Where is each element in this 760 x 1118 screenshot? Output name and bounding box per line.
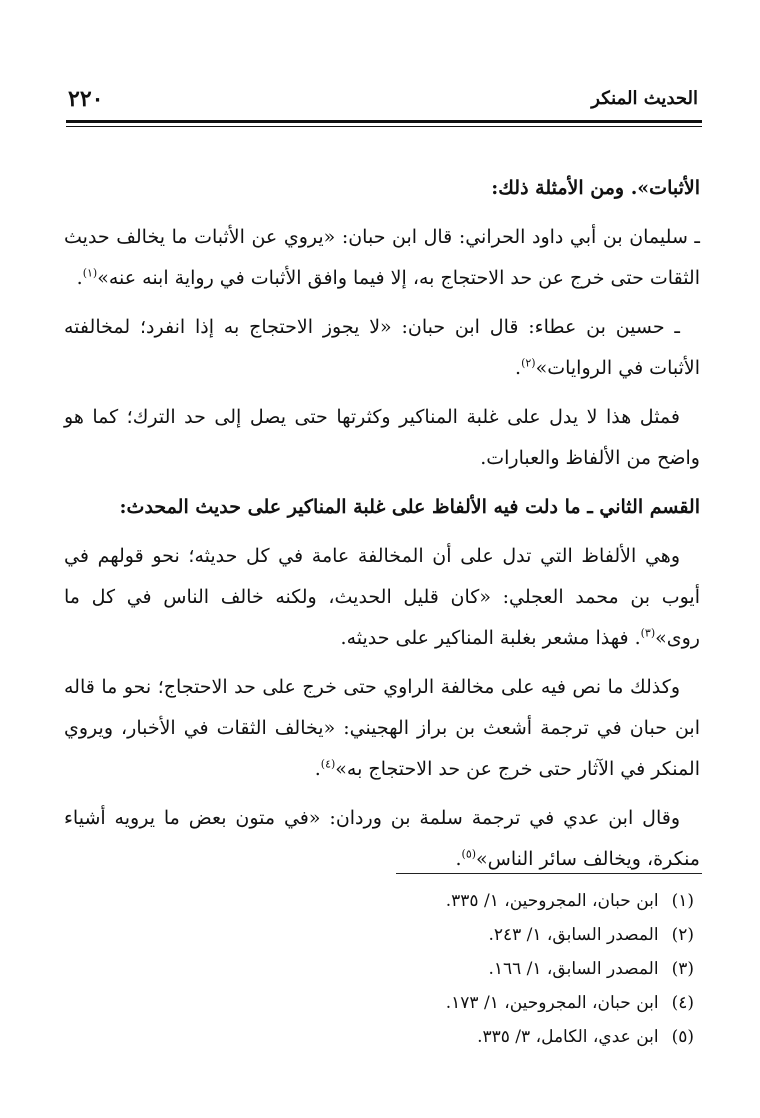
conclusion-text: فمثل هذا لا يدل على غلبة المناكير وكثرتها حتى يصل إلى حد الترك؛ كما هو واضح من الألفاظ والعبارات. [64,406,700,469]
footnote-number: (١) [671,891,694,911]
footnote-item [100,918,694,952]
paragraph-sulayman: ـ سليمان بن أبي داود الحراني: قال ابن حبان: «يروي عن الأثبات ما يخالف حديث الثقات حتى خرج عن حد الاحتجاج به، إلا فيما وافق الأثبات في رواية ابنه عنه»$^{(١)}$. [64,226,700,289]
footnote-item [100,986,694,1020]
main-text [64,168,700,888]
footnote-text: المصدر السابق، ١/ ١٦٦. [488,959,659,979]
ayyub-tail: . فهذا مشعر بغلبة المناكير على حديثه. [340,627,641,649]
paragraph-ayyub [64,536,700,659]
section-heading-text: القسم الثاني ـ ما دلت فيه الألفاظ على غلبة المناكير على حديث المحدث: [119,496,700,518]
running-title: الحديث المنكر [591,88,698,109]
footnote-text: ابن حبان، المجروحين، ١/ ١٧٣. [445,993,659,1013]
footnote-ref-5[interactable]: (٥) [461,847,477,861]
footnote-separator [396,873,702,874]
paragraph-salama: وقال ابن عدي في ترجمة سلمة بن وردان: «في متون بعض ما يرويه أشياء منكرة، ويخالف سائر الناس»$^{(٥)}$. [64,807,700,870]
footnotes [100,884,694,1054]
header-rule-thick [66,120,702,123]
footnote-ref-4[interactable]: (٤) [320,757,336,771]
page-number: ٢٢٠ [68,86,104,112]
footnote-text: المصدر السابق، ١/ ٢٤٣. [488,925,659,945]
footnote-item [100,1020,694,1054]
paragraph-ashath: وكذلك ما نص فيه على مخالفة الراوي حتى خرج على حد الاحتجاج؛ نحو ما قاله ابن حبان في ترجمة أشعث بن براز الهجيني: «يخالف الثقات في الأخبار، ويروي المنكر في الآثار حتى خرج عن حد الاحتجاج به»$^{(٤)}$. [64,676,700,780]
footnote-number: (٣) [671,959,694,979]
sulayman-text: ـ سليمان بن أبي داود الحراني: قال ابن حبان: «يروي عن الأثبات ما يخالف حديث الثقات حتى خرج عن حد الاحتجاج به، إلا فيما وافق الأثبات في رواية ابنه عنه» [64,226,700,289]
paragraph-husayn: ـ حسين بن عطاء: قال ابن حبان: «لا يجوز الاحتجاج به إذا انفرد؛ لمخالفته الأثبات في الروايات»$^{(٢)}$. [64,316,700,379]
header-rule-thin [66,126,702,127]
footnote-number: (٥) [671,1027,694,1047]
footnote-ref-1[interactable]: (١) [82,266,98,280]
footnote-text: ابن عدي، الكامل، ٣/ ٣٣٥. [477,1027,659,1047]
husayn-text: ـ حسين بن عطاء: قال ابن حبان: «لا يجوز الاحتجاج به إذا انفرد؛ لمخالفته الأثبات في الروايات» [64,316,700,379]
ashath-text: وكذلك ما نص فيه على مخالفة الراوي حتى خرج على حد الاحتجاج؛ نحو ما قاله ابن حبان في ترجمة أشعث بن براز الهجيني: «يخالف الثقات في الأخبار، ويروي المنكر في الآثار حتى خرج عن حد الاحتجاج به» [64,676,700,780]
footnote-item [100,884,694,918]
paragraph-conclusion [64,397,700,479]
footnote-item [100,952,694,986]
footnote-ref-2[interactable]: (٢) [521,356,536,370]
footnote-text: ابن حبان، المجروحين، ١/ ٣٣٥. [445,891,659,911]
footnote-ref-3[interactable]: (٣) [640,626,656,640]
footnote-number: (٤) [671,993,694,1013]
ayyub-text: وهي الألفاظ التي تدل على أن المخالفة عامة في كل حديثه؛ نحو قولهم في أيوب بن محمد العجلي: «كان قليل الحديث، ولكنه خالف الناس في كل ما روى» [64,545,700,649]
paragraph-intro [64,168,700,209]
running-header [66,88,702,118]
salama-text: وقال ابن عدي في ترجمة سلمة بن وردان: «في متون بعض ما يرويه أشياء منكرة، ويخالف سائر الناس» [64,807,700,870]
intro-text: الأثبات». ومن الأمثلة ذلك: [491,177,700,199]
footnote-number: (٢) [671,925,694,945]
section-heading [64,487,700,528]
